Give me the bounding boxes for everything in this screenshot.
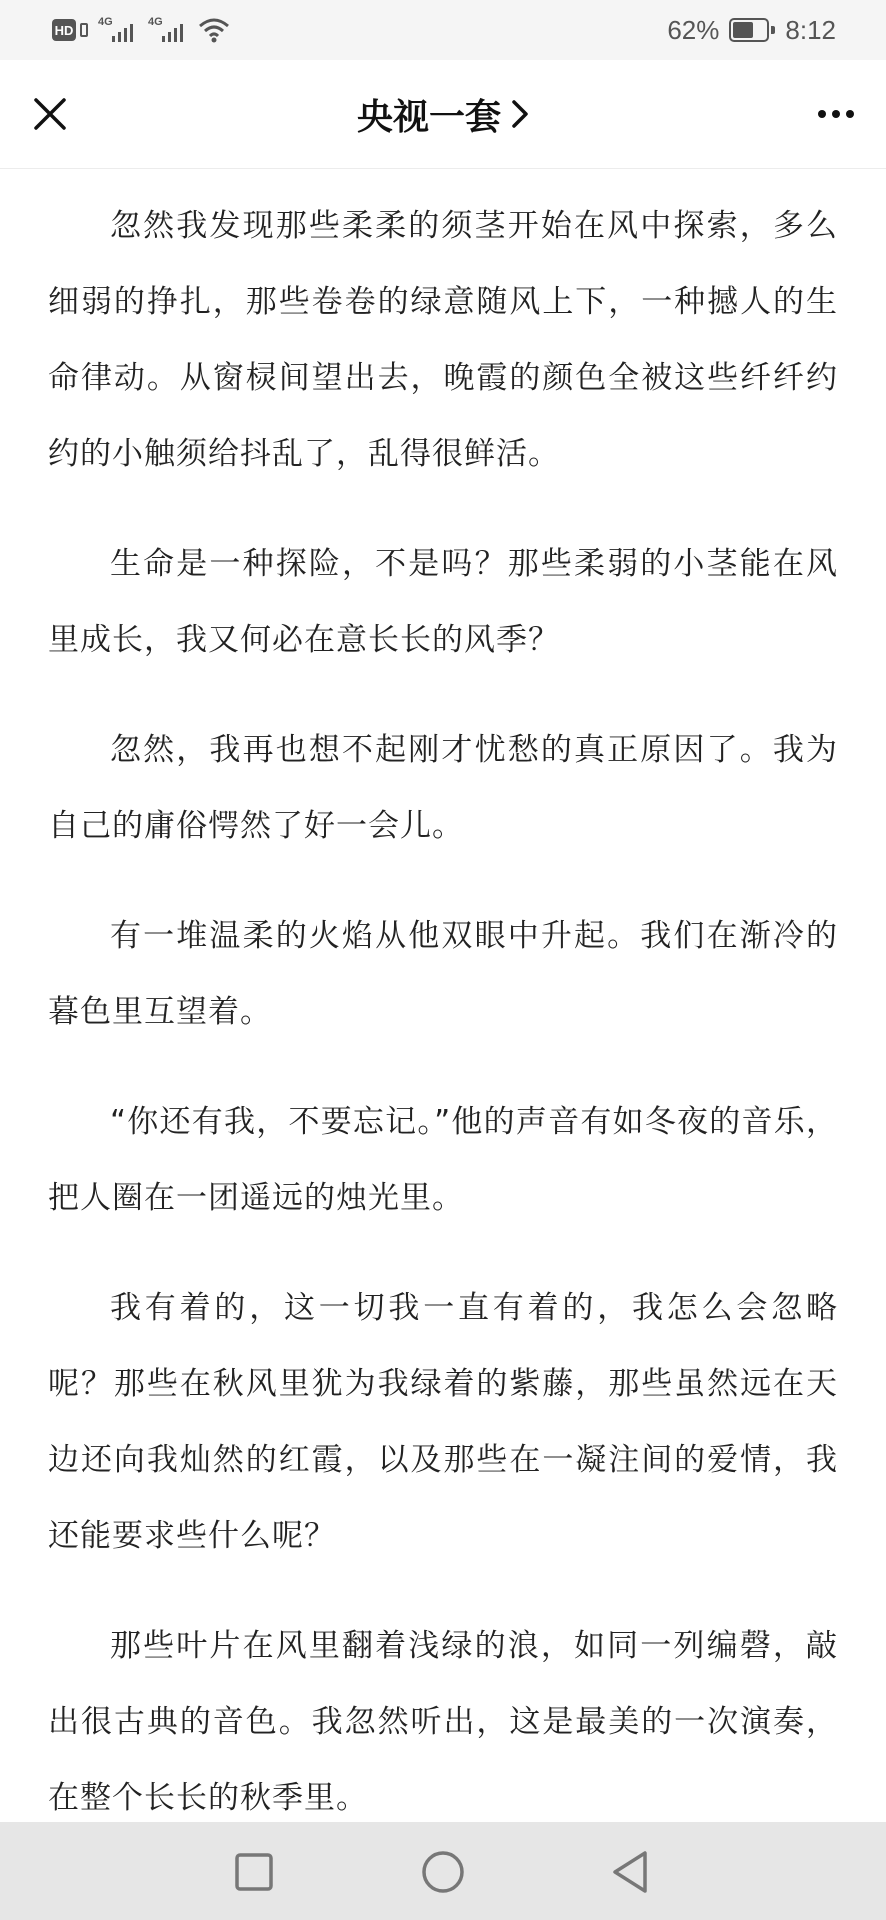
close-button[interactable] xyxy=(20,84,80,144)
paragraph: 忽然我发现那些柔柔的须茎开始在风中探索，多么细弱的挣扎，那些卷卷的绿意随风上下，一种撼人的生命律动。从窗棂间望出去，晚霞的颜色全被这些纤纤约约的小触须给抖乱了，乱得很鲜活。 xyxy=(48,208,838,472)
clock: 8:12 xyxy=(785,14,836,45)
paragraph: 那些叶片在风里翻着浅绿的浪，如同一列编磬，敲出很古典的音色。我忽然听出，这是最美的一次演奏，在整个长长的秋季里。 xyxy=(48,1628,838,1816)
signal-icon-2 xyxy=(148,16,188,44)
status-right xyxy=(667,12,836,48)
paragraph: “你还有我，不要忘记。”他的声音有如冬夜的音乐，把人圈在一团遥远的烛光里。 xyxy=(48,1104,838,1216)
hd-icon xyxy=(52,19,76,41)
close-icon xyxy=(33,97,67,131)
article-body xyxy=(48,188,838,1870)
more-icon-dot xyxy=(832,110,840,118)
status-bar xyxy=(0,0,886,60)
paragraph: 有一堆温柔的火焰从他双眼中升起。我们在渐冷的暮色里互望着。 xyxy=(48,918,838,1030)
status-left xyxy=(52,14,230,46)
more-button[interactable] xyxy=(806,84,866,144)
home-button[interactable] xyxy=(413,1842,473,1902)
paragraph: 生命是一种探险，不是吗？那些柔弱的小茎能在风里成长，我又何必在意长长的风季？ xyxy=(48,546,838,658)
signal-bars-1 xyxy=(112,24,133,42)
battery-percent: 62% xyxy=(667,14,720,45)
battery-icon xyxy=(729,18,775,42)
nav-title-wrap xyxy=(0,60,886,168)
more-icon xyxy=(818,110,826,118)
page-title: 央视一套 xyxy=(356,96,501,138)
recent-apps-button[interactable] xyxy=(224,1842,284,1902)
network-type-2: 4G xyxy=(148,16,163,28)
paragraph: 忽然，我再也想不起刚才忧愁的真正原因了。我为自己的庸俗愕然了好一会儿。 xyxy=(48,732,838,844)
system-nav-bar xyxy=(0,1822,886,1920)
signal-bars-2 xyxy=(162,24,183,42)
hd-label: HD xyxy=(54,22,74,38)
chevron-right-icon xyxy=(511,99,529,129)
more-icon-dot xyxy=(846,110,854,118)
wifi-icon xyxy=(198,17,230,43)
hd-sub-icon xyxy=(80,23,88,37)
nav-bar xyxy=(0,60,886,169)
channel-title-link[interactable] xyxy=(357,89,529,140)
circle-home-icon xyxy=(421,1850,465,1894)
battery-fill xyxy=(733,22,753,38)
signal-icon-1 xyxy=(98,16,138,44)
paragraph: 我有着的，这一切我一直有着的，我怎么会忽略呢？那些在秋风里犹为我绿着的紫藤，那些虽然远在天边还向我灿然的红霞，以及那些在一凝注间的爱情，我还能要求些什么呢？ xyxy=(48,1290,838,1554)
square-recent-icon xyxy=(234,1852,274,1892)
back-button[interactable] xyxy=(600,1842,660,1902)
triangle-back-icon xyxy=(610,1850,650,1894)
network-type-1: 4G xyxy=(98,16,113,28)
